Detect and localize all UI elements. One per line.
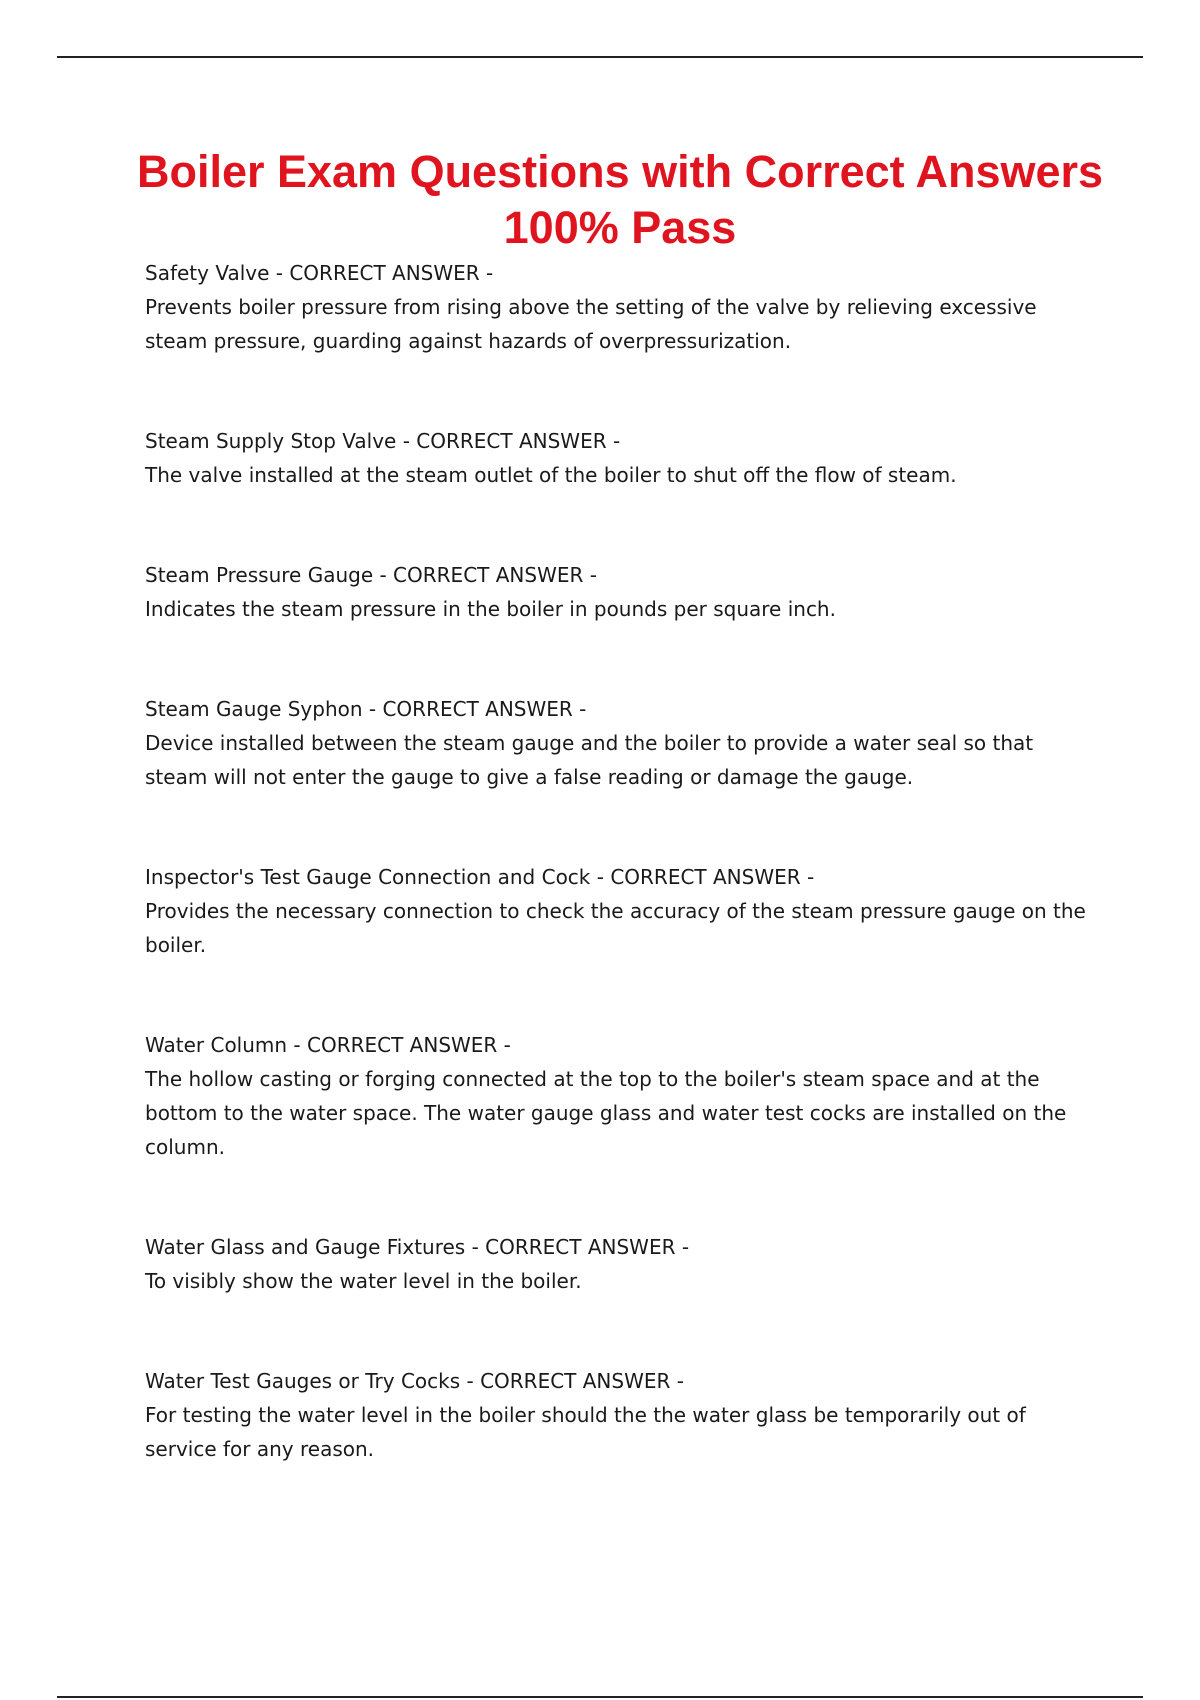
- qa-answer: Prevents boiler pressure from rising above the setting of the valve by relieving excessive steam pressure, guarding against hazards of overpressurization.: [145, 295, 1037, 353]
- qa-item: [145, 558, 1090, 626]
- qa-term: Water Glass and Gauge Fixtures - CORRECT ANSWER -: [145, 1235, 690, 1259]
- qa-answer: Device installed between the steam gauge and the boiler to provide a water seal so that steam will not enter the gauge to give a false reading or damage the gauge.: [145, 731, 1034, 789]
- document-title: Boiler Exam Questions with Correct Answers 100% Pass: [136, 146, 1104, 253]
- header-rule: [57, 56, 1143, 58]
- qa-answer: To visibly show the water level in the boiler.: [145, 1269, 582, 1293]
- qa-term: Inspector's Test Gauge Connection and Cock - CORRECT ANSWER -: [145, 865, 815, 889]
- qa-item: [145, 424, 1090, 492]
- qa-item: [145, 256, 1090, 358]
- qa-term: Water Test Gauges or Try Cocks - CORRECT ANSWER -: [145, 1369, 684, 1393]
- qa-item: [145, 1028, 1090, 1164]
- qa-answer: Provides the necessary connection to check the accuracy of the steam pressure gauge on the boiler.: [145, 899, 1086, 957]
- qa-term: Steam Supply Stop Valve - CORRECT ANSWER -: [145, 429, 621, 453]
- qa-term: Steam Pressure Gauge - CORRECT ANSWER -: [145, 563, 597, 587]
- qa-term: Safety Valve - CORRECT ANSWER -: [145, 261, 494, 285]
- footer-rule: [57, 1696, 1143, 1698]
- qa-answer: The hollow casting or forging connected at the top to the boiler's steam space and at the bottom to the water space. The water gauge glass and water test cocks are installed on the column.: [145, 1067, 1067, 1159]
- qa-item: [145, 1364, 1090, 1466]
- qa-item: [145, 1230, 1090, 1298]
- qa-term: Water Column - CORRECT ANSWER -: [145, 1033, 511, 1057]
- qa-answer: Indicates the steam pressure in the boiler in pounds per square inch.: [145, 597, 836, 621]
- qa-item: [145, 692, 1090, 794]
- qa-term: Steam Gauge Syphon - CORRECT ANSWER -: [145, 697, 587, 721]
- qa-answer: The valve installed at the steam outlet of the boiler to shut off the flow of steam.: [145, 463, 957, 487]
- qa-list: [145, 256, 1090, 1466]
- qa-item: [145, 860, 1090, 962]
- qa-answer: For testing the water level in the boiler should the the water glass be temporarily out of service for any reason.: [145, 1403, 1026, 1461]
